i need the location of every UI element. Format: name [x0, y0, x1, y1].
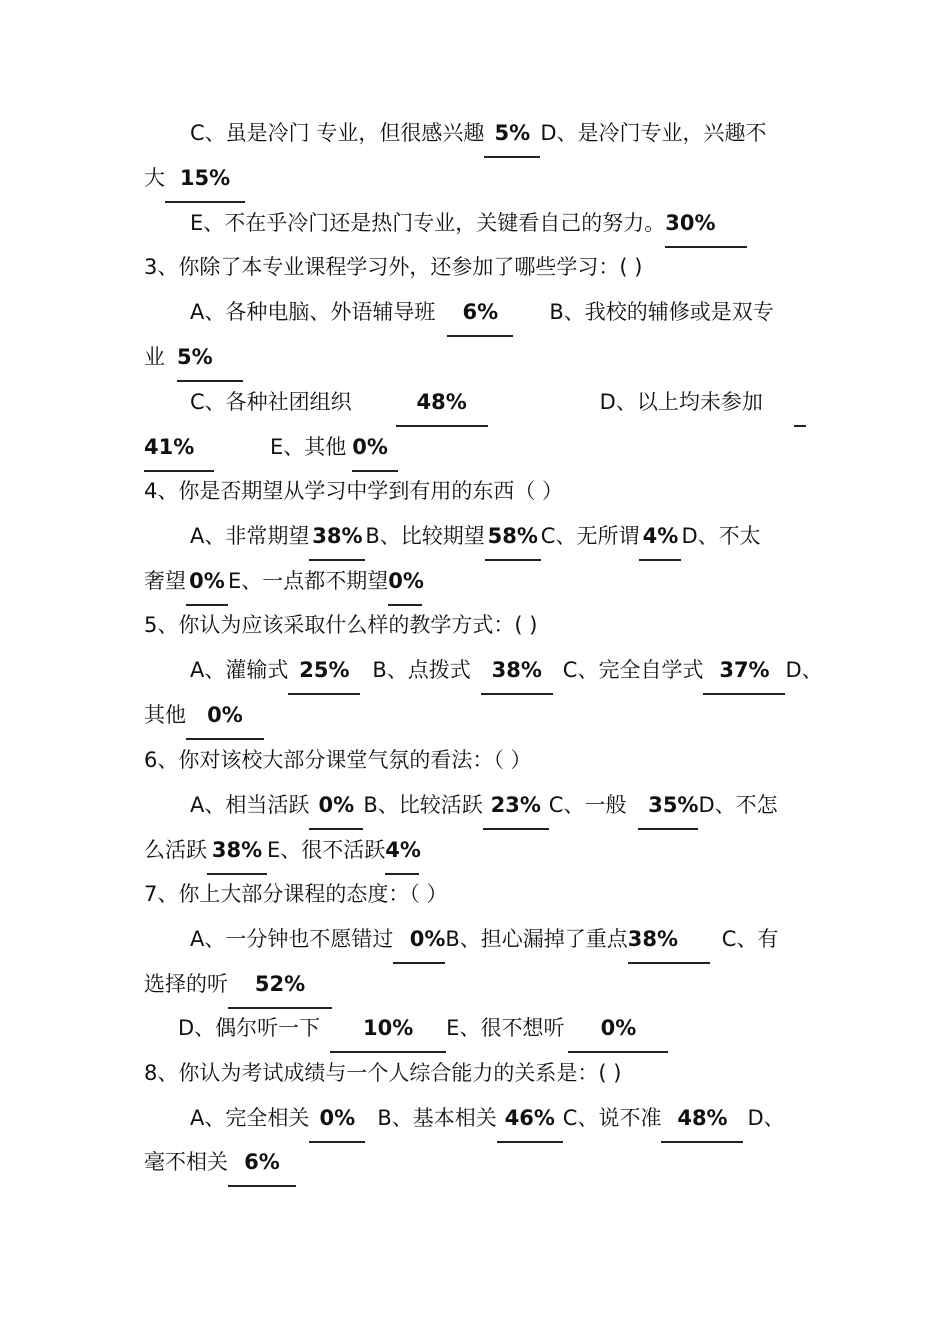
q2-option-c-label: C、虽是冷门 专业，但很感兴趣 — [190, 121, 485, 145]
q6-option-c-label: C、一般 — [548, 793, 627, 817]
q8-option-a-value: 0% — [309, 1103, 365, 1143]
q7-option-c-label: C、有 — [721, 927, 779, 951]
q3-line-a-b — [190, 297, 774, 342]
q3-option-a-value: 6% — [447, 297, 513, 337]
q8-option-d-label-cont: 毫不相关 — [144, 1150, 228, 1174]
q8-option-d-value: 6% — [228, 1147, 296, 1187]
q4-option-b-label: B、比较期望 — [365, 524, 485, 548]
q8-option-c-value: 48% — [661, 1103, 743, 1143]
q6-option-e-label: E、很不活跃 — [267, 838, 386, 862]
q5-option-a-label: A、灌输式 — [190, 658, 289, 682]
q4-option-b-value: 58% — [485, 521, 541, 561]
q7-question-text: 7、你上大部分课程的态度：（ ） — [144, 882, 448, 906]
q6-option-b-value: 23% — [483, 790, 549, 830]
q6-option-a-value: 0% — [309, 790, 363, 830]
q4-question — [144, 476, 563, 521]
q3-line-c-d — [190, 387, 810, 432]
q2-option-d-value: 15% — [165, 163, 245, 203]
q4-option-d-label: D、不太 — [681, 524, 761, 548]
q5-option-d-value: 0% — [186, 700, 264, 740]
q7-option-c-value: 52% — [228, 969, 332, 1009]
q8-option-c-label: C、说不准 — [562, 1106, 662, 1130]
q5-option-b-value: 38% — [481, 655, 553, 695]
q5-option-d-label-cont: 其他 — [144, 703, 186, 727]
q7-option-e-value: 0% — [568, 1013, 668, 1053]
q6-question — [144, 745, 532, 790]
q8-option-b-value: 46% — [497, 1103, 563, 1143]
q5-line-a-d — [190, 655, 823, 700]
q5-option-d-label: D、 — [785, 658, 823, 682]
q3-question-text: 3、你除了本专业课程学习外，还参加了哪些学习：( ) — [144, 255, 643, 279]
q8-line-d-cont — [144, 1147, 296, 1192]
q2-line-d-cont — [144, 163, 245, 208]
q7-option-c-label-cont: 选择的听 — [144, 972, 228, 996]
q6-option-d-label-cont: 么活跃 — [144, 838, 207, 862]
q3-line-b-cont — [144, 342, 243, 387]
q4-option-a-label: A、非常期望 — [190, 524, 310, 548]
q4-option-c-label: C、无所谓 — [540, 524, 640, 548]
q3-option-d-underline-start — [794, 425, 806, 427]
q3-line-d-e — [144, 432, 398, 477]
q5-option-c-value: 37% — [703, 655, 785, 695]
q3-question — [144, 252, 642, 297]
q2-option-c-value: 5% — [484, 118, 540, 158]
q5-option-c-label: C、完全自学式 — [562, 658, 704, 682]
q6-option-c-value: 35% — [638, 790, 698, 830]
q8-option-a-label: A、完全相关 — [190, 1106, 310, 1130]
q8-line-a-d — [190, 1103, 785, 1148]
q3-option-d-value: 41% — [144, 432, 214, 472]
q2-option-d-label: D、是冷门专业，兴趣不 — [540, 121, 767, 145]
q6-option-b-label: B、比较活跃 — [363, 793, 483, 817]
q7-option-e-label: E、很不想听 — [446, 1016, 565, 1040]
q3-option-b-label-cont: 业 — [144, 345, 165, 369]
q7-line-c-cont — [144, 969, 332, 1014]
q3-option-d-label: D、以上均未参加 — [599, 390, 763, 414]
q3-option-e-label: E、其他 — [270, 435, 347, 459]
q5-question — [144, 610, 537, 655]
q4-option-e-value: 0% — [388, 566, 422, 606]
q4-option-c-value: 4% — [639, 521, 681, 561]
q5-option-b-label: B、点拨式 — [372, 658, 471, 682]
q4-line-d-e — [144, 566, 422, 611]
q3-option-b-value: 5% — [177, 342, 243, 382]
q2-line-e — [190, 208, 747, 253]
q6-option-a-label: A、相当活跃 — [190, 793, 310, 817]
q7-option-a-value: 0% — [393, 924, 445, 964]
q7-option-b-value: 38% — [628, 924, 710, 964]
q4-option-e-label: E、一点都不期望 — [228, 569, 389, 593]
q7-line-d-e — [178, 1013, 668, 1058]
q8-question-text: 8、你认为考试成绩与一个人综合能力的关系是：( ) — [144, 1061, 622, 1085]
q3-option-c-label: C、各种社团组织 — [190, 390, 352, 414]
q2-line-c — [190, 118, 767, 163]
q2-option-e-label: E、不在乎冷门还是热门专业，关键看自己的努力。 — [190, 211, 666, 235]
q7-question — [144, 879, 448, 924]
q7-option-d-value: 10% — [330, 1013, 446, 1053]
q6-option-d-label: D、不怎 — [698, 793, 778, 817]
q2-option-e-value: 30% — [665, 208, 747, 248]
q3-option-e-value: 0% — [352, 432, 398, 472]
q5-question-text: 5、你认为应该采取什么样的教学方式：( ) — [144, 613, 538, 637]
q3-option-a-label: A、各种电脑、外语辅导班 — [190, 300, 436, 324]
q5-option-a-value: 25% — [288, 655, 360, 695]
q7-option-a-label: A、一分钟也不愿错过 — [190, 927, 394, 951]
q7-option-d-label: D、偶尔听一下 — [178, 1016, 321, 1040]
q4-line-a-d — [190, 521, 761, 566]
q4-question-text: 4、你是否期望从学习中学到有用的东西（ ） — [144, 479, 564, 503]
q6-option-d-value: 38% — [207, 835, 267, 875]
q8-option-d-label: D、 — [747, 1106, 785, 1130]
q5-line-d-cont — [144, 700, 264, 745]
q8-question — [144, 1058, 621, 1103]
q6-line-d-e — [144, 835, 419, 880]
q7-line-a-c — [190, 924, 778, 969]
q2-option-d-label-cont: 大 — [144, 166, 165, 190]
q4-option-d-value: 0% — [186, 566, 228, 606]
q6-question-text: 6、你对该校大部分课堂气氛的看法：（ ） — [144, 748, 532, 772]
q7-option-b-label: B、担心漏掉了重点 — [445, 927, 628, 951]
q3-option-c-value: 48% — [396, 387, 488, 427]
q6-option-e-value: 4% — [385, 835, 419, 875]
q6-line-a-d — [190, 790, 778, 835]
q8-option-b-label: B、基本相关 — [377, 1106, 497, 1130]
q4-option-d-label-cont: 奢望 — [144, 569, 186, 593]
q3-option-b-label: B、我校的辅修或是双专 — [549, 300, 774, 324]
q4-option-a-value: 38% — [309, 521, 365, 561]
